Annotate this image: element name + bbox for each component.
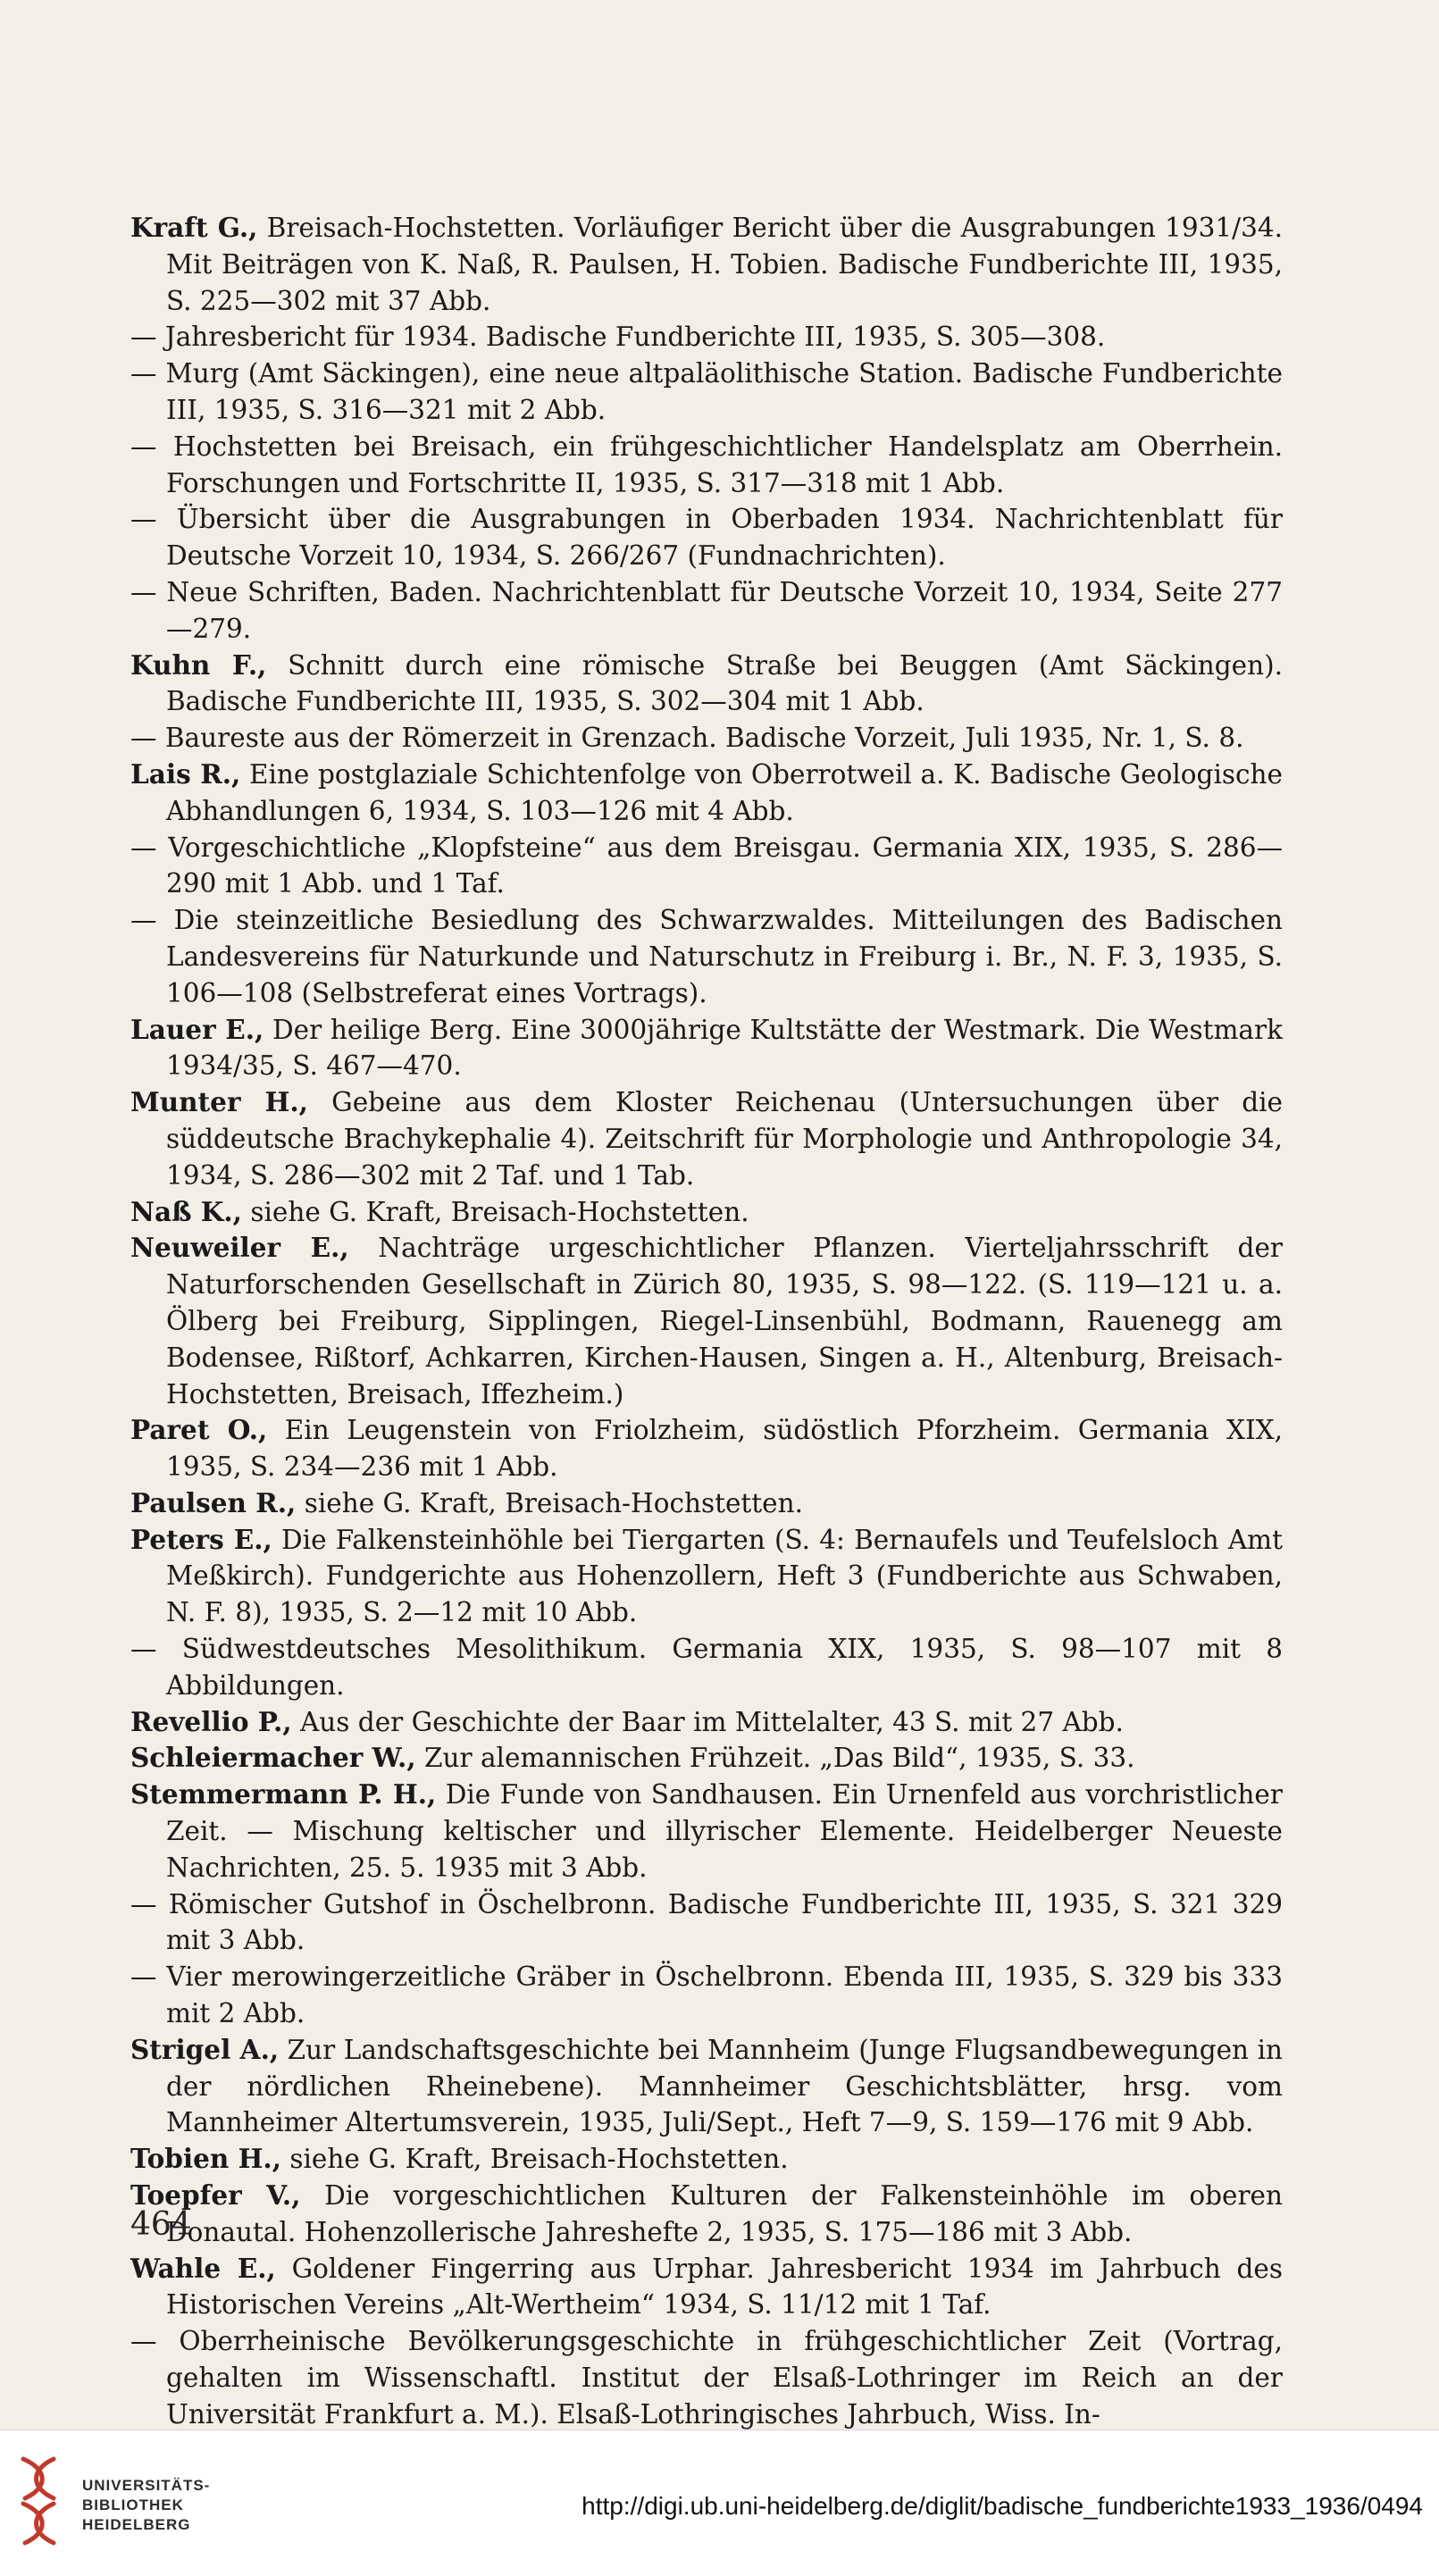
bibliography-entry [130, 1740, 1283, 1777]
bibliography-entry [130, 210, 1283, 319]
entry-author: — [130, 504, 157, 535]
entry-text: Die vorgeschichtlichen Kulturen der Falkensteinhöhle im oberen Donautal. Hohenzollerische Jahreshefte 2, 1935, S. 175—186 mit 3 Abb. [166, 2180, 1284, 2247]
bibliography-entry [130, 319, 1283, 355]
entry-text: Jahresbericht für 1934. Badische Fundberichte III, 1935, S. 305—308. [156, 322, 1106, 353]
entry-author: — [130, 723, 157, 754]
entry-author: — [130, 576, 157, 607]
bibliography-entry [130, 1012, 1283, 1085]
entry-text: Römischer Gutshof in Öschelbronn. Badische Fundberichte III, 1935, S. 321 329 mit 3 Abb. [156, 1888, 1283, 1956]
bibliography-entry [130, 1084, 1283, 1193]
entry-author: Kraft G., [130, 212, 258, 243]
entry-author: Wahle E., [130, 2252, 276, 2284]
bibliography-entry [130, 2141, 1283, 2178]
entry-text: Zur Landschaftsgeschichte bei Mannheim (Junge Flugsandbewegungen in der nördlichen Rheinebene). Mannheimer Geschichtsblätter, hrsg. vom Mannheimer Altertumsverein, 1935, Juli/Sept., Heft 7—9, S. 159—176 mit 9 Abb. [166, 2034, 1283, 2138]
page-number: 464 [130, 2206, 192, 2243]
entry-text: Zur alemannischen Frühzeit. „Das Bild“, 1935, S. 33. [415, 1743, 1135, 1774]
bibliography-entry [130, 2178, 1283, 2251]
entry-author: Lauer E., [130, 1013, 264, 1045]
entry-author: Tobien H., [130, 2143, 281, 2175]
bibliography-entry [130, 720, 1283, 757]
bibliography-entry [130, 648, 1283, 721]
bibliography-entry [130, 1886, 1283, 1960]
entry-text: Gebeine aus dem Kloster Reichenau (Untersuchungen über die süddeutsche Brachykephalie 4). Zeitschrift für Morphologie und Anthropologie 34, 1934, S. 286—302 mit 2 Taf. und 1 Tab. [166, 1087, 1284, 1191]
entry-text: Übersicht über die Ausgrabungen in Oberbaden 1934. Nachrichtenblatt für Deutsche Vorzeit 10, 1934, S. 266/267 (Fundnachrichten). [156, 504, 1283, 572]
library-name-line: BIBLIOTHEK [82, 2497, 184, 2513]
entry-author: Stemmermann P. H., [130, 1778, 437, 1811]
bibliography-list [130, 210, 1283, 2433]
entry-author: Lais R., [130, 757, 241, 790]
entry-text: Vorgeschichtliche „Klopfsteine“ aus dem Breisgau. Germania XIX, 1935, S. 286—290 mit 1 Abb. und 1 Taf. [156, 832, 1283, 899]
entry-text: Der heilige Berg. Eine 3000jährige Kultstätte der Westmark. Die Westmark 1934/35, S. 467—470. [166, 1014, 1283, 1082]
entry-author: — [130, 905, 157, 936]
entry-author: Kuhn F., [130, 648, 267, 681]
library-name-line: UNIVERSITÄTS- [82, 2477, 211, 2494]
entry-text: siehe G. Kraft, Breisach-Hochstetten. [296, 1487, 803, 1518]
entry-author: Toepfer V., [130, 2179, 301, 2212]
bibliography-entry [130, 2032, 1283, 2141]
bibliography-entry [130, 2323, 1283, 2432]
entry-author: — [130, 358, 157, 389]
entry-text: Vier merowingerzeitliche Gräber in Öschelbronn. Ebenda III, 1935, S. 329 bis 333 mit 2 Abb. [156, 1961, 1283, 2029]
bibliography-entry [130, 429, 1283, 502]
bibliography-entry [130, 1631, 1283, 1704]
entry-author: Paulsen R., [130, 1486, 297, 1518]
bibliography-entry [130, 1959, 1283, 2032]
bibliography-entry [130, 1704, 1283, 1741]
entry-text: Die Funde von Sandhausen. Ein Urnenfeld aus vorchristlicher Zeit. — Mischung keltischer und illyrischer Elemente. Heidelberger Neueste Nachrichten, 25. 5. 1935 mit 3 Abb. [166, 1779, 1283, 1883]
entry-text: Oberrheinische Bevölkerungsgeschichte in frühgeschichtlicher Zeit (Vortrag, gehalten im Wissenschaftl. Institut der Elsaß-Lothringer im Reich an der Universität Frankfurt a. M.). Elsaß-Lothringisches Jahrbuch, Wiss. In- [156, 2326, 1283, 2430]
library-name [82, 2476, 210, 2535]
entry-text: Die steinzeitliche Besiedlung des Schwarzwaldes. Mitteilungen des Badischen Landesvereins für Naturkunde und Naturschutz in Freiburg i. Br., N. F. 3, 1935, S. 106—108 (Selbstreferat eines Vortrags). [156, 905, 1283, 1008]
entry-author: — [130, 1634, 157, 1665]
bibliography-entry [130, 1412, 1283, 1485]
entry-text: Schnitt durch eine römische Straße bei Beuggen (Amt Säckingen). Badische Fundberichte III, 1935, S. 302—304 mit 1 Abb. [166, 649, 1283, 717]
entry-author: — [130, 431, 157, 462]
bibliography-entry [130, 501, 1283, 574]
entry-author: Revellio P., [130, 1705, 292, 1737]
entry-author: — [130, 1961, 157, 1993]
entry-text: Die Falkensteinhöhle bei Tiergarten (S. 4: Bernaufels und Teufelsloch Amt Meßkirch). Fundgerichte aus Hohenzollern, Heft 3 (Fundberichte aus Schwaben, N. F. 8), 1935, S. 2—12 mit 10 Abb. [166, 1524, 1283, 1628]
entry-text: siehe G. Kraft, Breisach-Hochstetten. [280, 2144, 789, 2175]
entry-text: siehe G. Kraft, Breisach-Hochstetten. [241, 1196, 749, 1227]
bibliography-entry [130, 757, 1283, 830]
entry-text: Breisach-Hochstetten. Vorläufiger Bericht über die Ausgrabungen 1931/34. Mit Beiträgen von K. Naß, R. Paulsen, H. Tobien. Badische Fundberichte III, 1935, S. 225—302 mit 37 Abb. [166, 213, 1283, 316]
entry-author: — [130, 322, 157, 353]
entry-text: Goldener Fingerring aus Urphar. Jahresbericht 1934 im Jahrbuch des Historischen Vereins „Alt-Wertheim“ 1934, S. 11/12 mit 1 Taf. [166, 2253, 1283, 2321]
library-name-line: HEIDELBERG [82, 2516, 191, 2533]
bibliography-entry [130, 1485, 1283, 1522]
source-url-link[interactable]: http://digi.ub.uni-heidelberg.de/diglit/badische_fundberichte1933_1936/0494 [581, 2492, 1423, 2520]
entry-text: Nachträge urgeschichtlicher Pflanzen. Vierteljahrsschrift der Naturforschenden Gesellschaft in Zürich 80, 1935, S. 98—122. (S. 119—121 u. a. Ölberg bei Freiburg, Sipplingen, Riegel-Linsenbühl, Bodmann, Rauenegg am Bodensee, Rißtorf, Achkarren, Kirchen-Hausen, Singen a. H., Altenburg, Breisach-Hochstetten, Breisach, Iffezheim.) [166, 1233, 1283, 1409]
entry-author: Naß K., [130, 1195, 242, 1227]
bibliography-entry [130, 574, 1283, 648]
bibliography-entry [130, 1230, 1283, 1412]
entry-author: Peters E., [130, 1523, 272, 1555]
entry-author: Neuweiler E., [130, 1232, 349, 1264]
bibliography-entry [130, 355, 1283, 429]
bibliography-entry [130, 902, 1283, 1011]
bibliography-entry [130, 1522, 1283, 1631]
bibliography-entry [130, 1777, 1283, 1886]
entry-author: Paret O., [130, 1414, 268, 1446]
entry-text: Ein Leugenstein von Friolzheim, südöstlich Pforzheim. Germania XIX, 1935, S. 234—236 mit 1 Abb. [166, 1415, 1283, 1483]
bibliography-entry [130, 2251, 1283, 2324]
entry-author: — [130, 1888, 157, 1919]
university-library-logo-icon [13, 2452, 66, 2550]
entry-author: — [130, 2326, 157, 2357]
entry-text: Neue Schriften, Baden. Nachrichtenblatt für Deutsche Vorzeit 10, 1934, Seite 277—279. [156, 576, 1283, 644]
bibliography-entry [130, 1194, 1283, 1231]
entry-text: Aus der Geschichte der Baar im Mittelalter, 43 S. mit 27 Abb. [291, 1706, 1124, 1737]
entry-text: Eine postglaziale Schichtenfolge von Oberrotweil a. K. Badische Geologische Abhandlungen 6, 1934, S. 103—126 mit 4 Abb. [166, 758, 1283, 826]
entry-text: Murg (Amt Säckingen), eine neue altpaläolithische Station. Badische Fundberichte III, 1935, S. 316—321 mit 2 Abb. [156, 358, 1283, 425]
entry-author: Strigel A., [130, 2033, 280, 2065]
entry-text: Baureste aus der Römerzeit in Grenzach. Badische Vorzeit, Juli 1935, Nr. 1, S. 8. [156, 723, 1244, 754]
entry-author: Munter H., [130, 1086, 308, 1118]
entry-text: Südwestdeutsches Mesolithikum. Germania XIX, 1935, S. 98—107 mit 8 Abbildungen. [156, 1634, 1283, 1701]
entry-author: Schleiermacher W., [130, 1742, 416, 1774]
entry-author: — [130, 832, 157, 863]
entry-text: Hochstetten bei Breisach, ein frühgeschichtlicher Handelsplatz am Oberrhein. Forschungen und Fortschritte II, 1935, S. 317—318 mit 1 Abb. [156, 431, 1283, 498]
bibliography-entry [130, 830, 1283, 903]
